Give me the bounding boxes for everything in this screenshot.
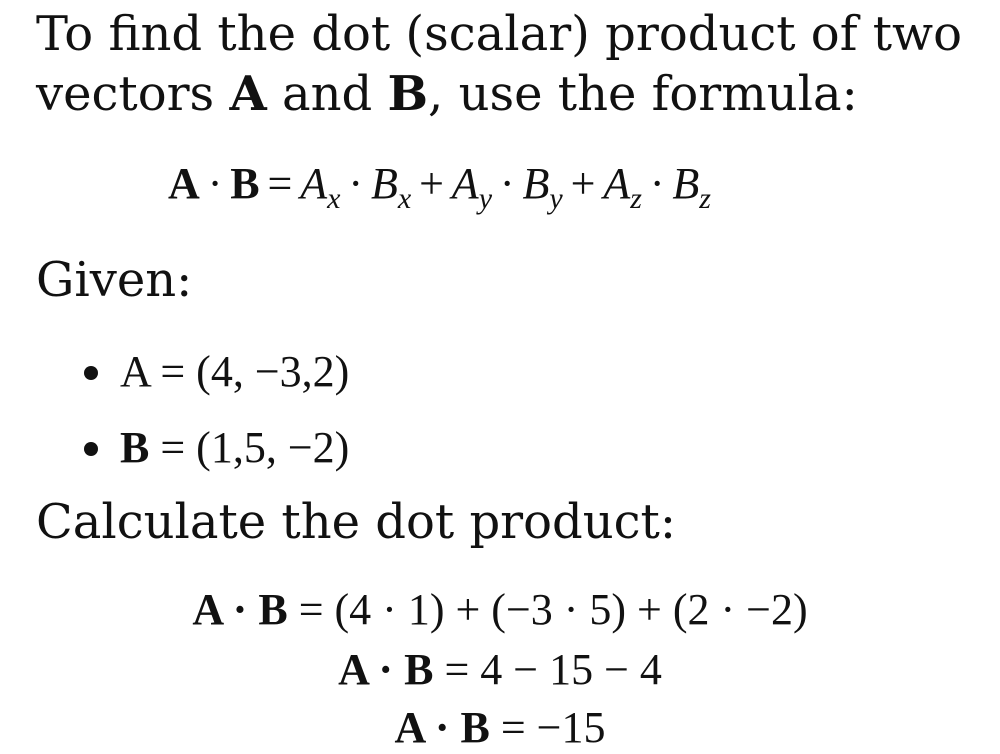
intro-line-1	[36, 6, 962, 62]
formula-dot: ·	[649, 159, 665, 208]
formula-plus: +	[570, 159, 596, 208]
bullet-icon	[84, 366, 98, 380]
intro-text-2b: , use the formula:	[428, 66, 858, 122]
formula-ax: A	[300, 159, 328, 208]
calculate-text: Calculate the dot product:	[36, 494, 677, 550]
formula-dot: ·	[499, 159, 515, 208]
calc-step-2-lhs: A · B	[338, 645, 434, 694]
calc-step-2-rhs: = 4 − 15 − 4	[433, 645, 662, 694]
formula-sub-x2: x	[397, 182, 412, 215]
vector-a-label: A	[229, 66, 267, 122]
formula-by: B	[522, 159, 550, 208]
intro-line-2	[36, 66, 858, 122]
vector-b-label: B	[387, 66, 429, 122]
formula-dot: ·	[207, 159, 223, 208]
calc-step-3	[0, 703, 1000, 752]
given-item-b	[120, 423, 350, 472]
intro-and: and	[266, 66, 388, 122]
formula-ay: A	[451, 159, 479, 208]
formula-plus: +	[419, 159, 444, 208]
given-b-value: = (1,5, −2)	[149, 423, 350, 472]
formula-sub-y2: y	[549, 182, 563, 215]
given-label	[36, 252, 193, 308]
formula-equals: =	[267, 159, 293, 208]
formula-bx: B	[370, 159, 398, 208]
formula-bz: B	[672, 159, 700, 208]
formula-lhs-b: B	[230, 159, 260, 208]
given-item-a	[120, 347, 350, 396]
formula-sub-z1: z	[630, 182, 642, 215]
calc-step-1-rhs: = (4 · 1) + (−3 · 5) + (2 · −2)	[287, 585, 808, 634]
intro-text-1: To find the dot (scalar) product of two	[36, 6, 962, 62]
dot-product-formula	[168, 159, 711, 215]
calc-step-3-lhs: A · B	[394, 703, 490, 752]
formula-lhs-a: A	[168, 159, 200, 208]
formula-dot: ·	[348, 159, 364, 208]
calculate-label	[36, 494, 677, 550]
given-a-value: A = (4, −3,2)	[120, 347, 350, 396]
formula-sub-y1: y	[478, 182, 493, 215]
given-text: Given:	[36, 252, 193, 308]
calc-step-1	[0, 585, 1000, 634]
formula-az: A	[603, 159, 631, 208]
calc-step-1-lhs: A · B	[192, 585, 288, 634]
given-b-name: B	[120, 423, 150, 472]
calc-step-2	[0, 645, 1000, 694]
intro-text-2a: vectors	[36, 66, 230, 122]
bullet-icon	[84, 442, 98, 456]
formula-sub-x1: x	[327, 182, 341, 215]
formula-sub-z2: z	[699, 182, 711, 215]
calc-step-3-rhs: = −15	[489, 703, 606, 752]
